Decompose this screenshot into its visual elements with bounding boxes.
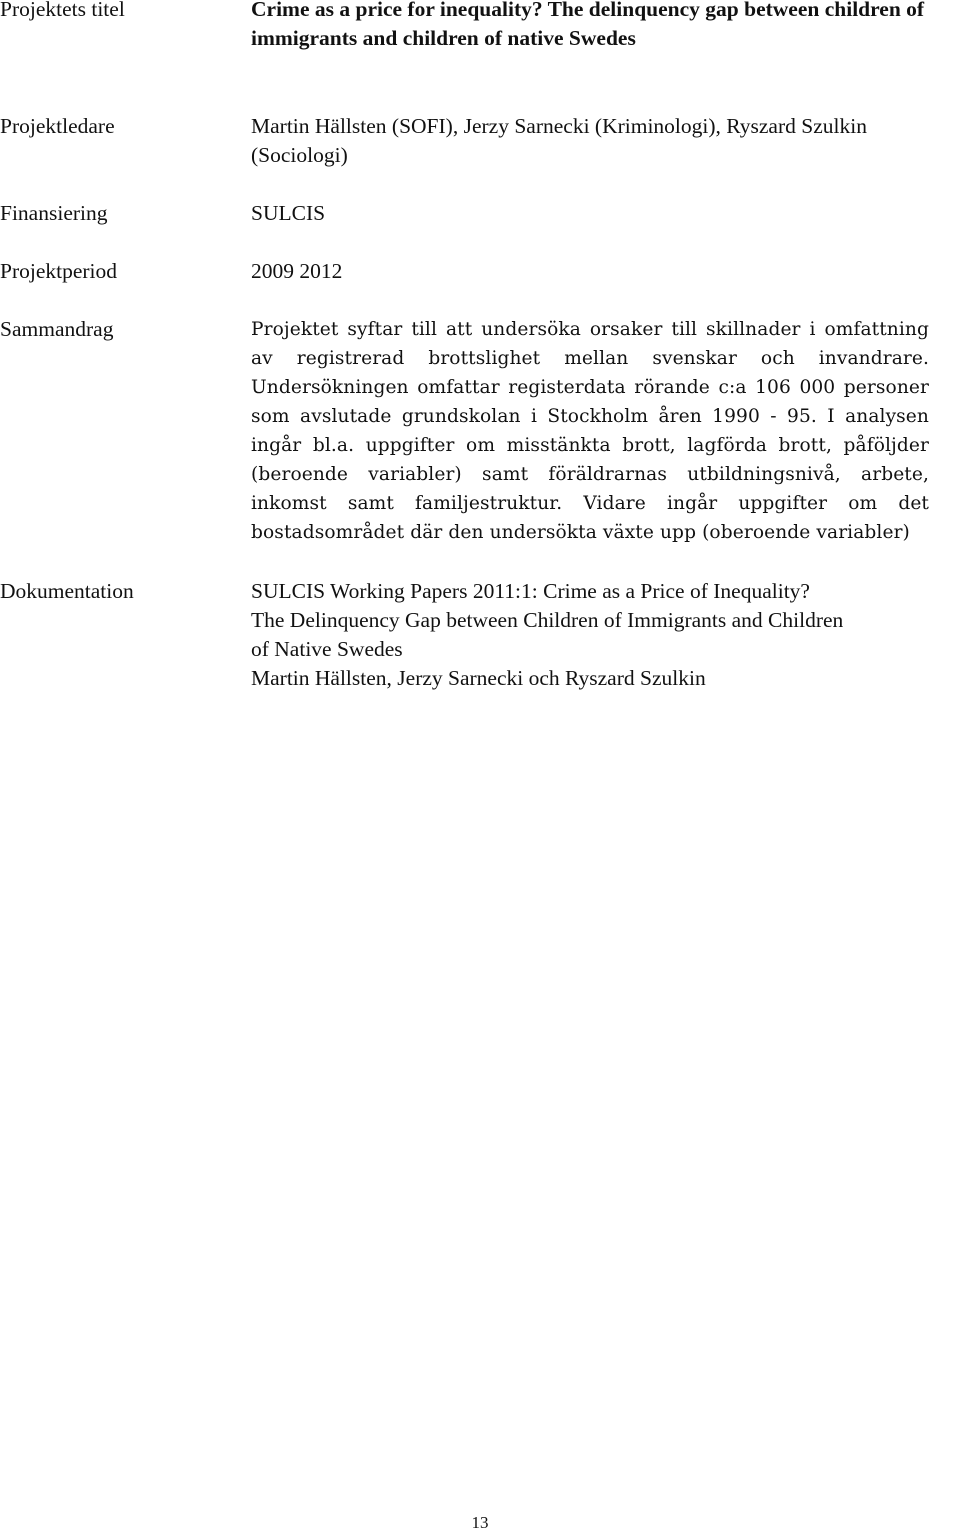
- documentation-line: SULCIS Working Papers 2011:1: Crime as a Price of Inequality?: [251, 579, 810, 603]
- documentation-line: Martin Hällsten, Jerzy Sarnecki och Ryszard Szulkin: [251, 666, 706, 690]
- documentation-line: The Delinquency Gap between Children of Immigrants and Children: [251, 608, 844, 632]
- documentation-reference: [251, 577, 929, 693]
- project-title-value: Crime as a price for inequality? The delinquency gap between children of immigrants and children of native Swedes: [251, 0, 925, 50]
- project-title-label: Projektets titel: [0, 0, 125, 21]
- funding-label: Finansiering: [0, 201, 108, 225]
- funding-value: SULCIS: [251, 201, 326, 225]
- page-number: 13: [471, 1513, 489, 1532]
- summary-label: Sammandrag: [0, 317, 114, 341]
- project-leaders-value: Martin Hällsten (SOFI), Jerzy Sarnecki (Kriminologi), Ryszard Szulkin (Sociologi): [251, 114, 867, 167]
- summary-text: Projektet syftar till att undersöka orsaker till skillnader i omfattning av registrerad brottslighet mellan svenskar och invandrare. Undersökningen omfattar registerdata rörande c:a 106 000 personer som avslutade grundskolan i Stockholm åren 1990 - 95. I analysen ingår bl.a. uppgifter om misstänkta brott, lagförda brott, påföljder (beroende variabler) samt föräldrarnas utbildningsnivå, arbete, inkomst samt familjestruktur. Vidare ingår uppgifter om det bostadsområdet där den undersökta växte upp (oberoende variabler): [251, 319, 929, 543]
- project-period-label: Projektperiod: [0, 259, 118, 283]
- documentation-label: Dokumentation: [0, 579, 134, 603]
- project-leaders-label: Projektledare: [0, 114, 115, 138]
- project-period-value: 2009 2012: [251, 259, 343, 283]
- documentation-line: of Native Swedes: [251, 637, 403, 661]
